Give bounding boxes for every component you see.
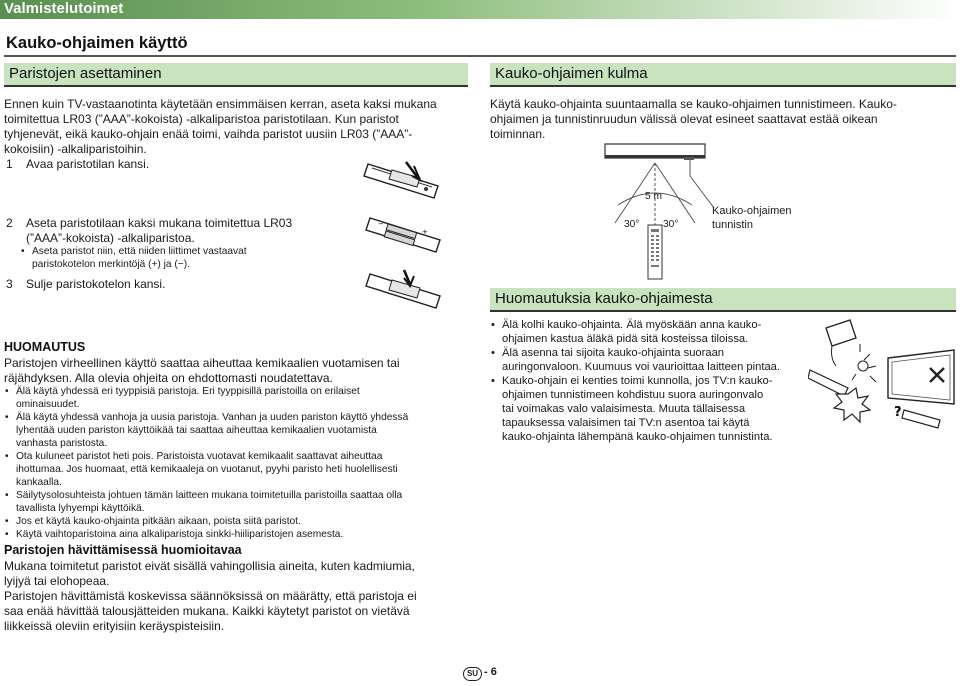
bullet-line: Älä käytä yhdessä vanhoja ja uusia paristoja. Vanhan ja uuden pariston käyttö yhdessä [16,412,409,423]
note-line: Älä kolhi kauko-ohjainta. Älä myöskään anna kauko- [502,319,762,331]
notice-bullet [4,515,472,528]
note-line: paristokotelon merkintöjä (+) ja (−). [32,259,190,270]
section-header-title: Valmistelutoimet [4,0,124,17]
bullet-line: tavallista lyhyempi käyttöikä. [16,503,145,514]
title-divider [4,55,956,57]
disposal-line: Mukana toimitetut paristot eivät sisällä vahingollisia aineita, kuten kadmiumia, [4,559,415,573]
bullet-line: Ota kuluneet paristot heti pois. Paristoista vuotavat kemikaalit saattavat aiheuttaa [16,451,383,462]
notice-intro [4,356,464,386]
remote-notes-heading [490,288,956,312]
step-number: 3 [6,277,13,291]
bullet-line: ihottumaa. Jos huomaat, että kemikaaleja on vuotanut, pyyhi paristo heti huolellisesti [16,464,398,475]
remote-angle-text [490,97,956,142]
note-line: Kauko-ohjain ei kenties toimi kunnolla, jos TV:n kauko- [502,375,773,387]
disposal-line: saa enää hävittää talousjätteiden mukana. Kaikki käytetyt paristot on vietävä [4,604,410,618]
note-line: tai voimakas valo valaisimesta. Muuta tällaisessa [502,403,746,415]
step-3 [6,277,266,292]
distance-label: 5 m [645,191,662,202]
notice-bullet [4,489,472,515]
sensor-label [712,204,792,232]
note-line: ohjaimen tunnistimeen kohdistuu suora auringonvalo [502,389,764,401]
page-number [484,666,497,678]
bullet-line: kankaalla. [16,477,62,488]
remote-note [490,318,790,346]
bullet-line: Älä käytä yhdessä eri tyyppisiä paristoja. Eri tyyppisillä paristoilla on erilaiset [16,386,360,397]
svg-text:+: + [422,228,428,236]
section-header-bar [0,0,960,19]
sensor-label-line: Kauko-ohjaimen [712,205,792,217]
step-text: (”AAA”-kokoista) -alkaliparistoa. [26,231,195,245]
svg-text:?: ? [894,405,902,420]
remote-insert-batteries-illustration [364,212,446,258]
intro-line: toimitettua LR03 (”AAA”-kokoista) -alkaliparistoa paristotilaan. Kun paristot [4,112,399,126]
notice-bullet [4,411,472,450]
remote-close-cover-illustration [364,268,446,314]
notice-line: Paristojen virheellinen käyttö saattaa aiheuttaa kemikaalien vuotamisen tai [4,356,400,370]
note-line: auringonvaloon. Kuumuus voi vaurioittaa laitteen pintaa. [502,361,781,373]
angle-right-label: 30° [663,219,679,230]
notice-bullet [4,385,472,411]
page-title: Kauko-ohjaimen käyttö [6,34,188,52]
note-line: ohjaimen kastua äläkä pidä sitä kosteissa tiloissa. [502,333,749,345]
page-number-value: 6 [490,666,497,678]
svg-text:−: − [378,220,384,228]
notice-list [4,385,472,541]
remote-open-cover-illustration [362,156,444,202]
remote-note [490,374,790,444]
step-2-note [20,245,340,271]
remote-notes-list [490,318,790,444]
remote-angle-heading-text: Kauko-ohjaimen kulma [495,65,648,82]
disposal-line: lyijyä tai elohopeaa. [4,574,110,588]
bullet-line: Käytä vaihtoparistoina aina alkaliparistoja sinkki-hiiliparistojen asemesta. [16,529,344,540]
disposal-heading: Paristojen hävittämisessä huomioitavaa [4,543,242,557]
disposal-line: Paristojen hävittämistä koskevissa säännöksissä on määrätty, että paristoja ei [4,589,417,603]
remote-note [490,346,790,374]
note-line: Älä asenna tai sijoita kauko-ohjainta suoraan [502,347,725,359]
angle-line: ohjaimen ja tunnistinruudun välissä olevat esineet saattavat estää oikean [490,112,878,126]
battery-intro [4,97,464,157]
step-text: Sulje paristokotelon kansi. [26,277,166,291]
note-line: Aseta paristot niin, että niiden liittimet vastaavat [32,246,247,257]
sensor-label-line: tunnistin [712,219,753,231]
angle-left-label: 30° [624,219,640,230]
angle-line: toiminnan. [490,127,546,141]
bullet-line: Jos et käytä kauko-ohjainta pitkään aikaan, poista siitä paristot. [16,516,301,527]
note-item [20,245,340,271]
bullet-line: vanhasta paristosta. [16,438,108,449]
notice-bullet [4,450,472,489]
angle-line: Käytä kauko-ohjainta suuntaamalla se kauko-ohjaimen tunnistimeen. Kauko- [490,97,897,111]
intro-line: tyhjenevät, eikä kauko-ohjain enää toimi, vaihda paristot uusiin LR03 (”AAA”- [4,127,413,141]
step-number: 2 [6,216,13,230]
notice-heading: HUOMAUTUS [4,340,86,354]
bullet-line: lyhentää uuden pariston käyttöikää tai saattaa aiheuttaa kemikaalien vuotamista [16,425,377,436]
step-text: Avaa paristotilan kansi. [26,157,150,171]
language-badge: SU [463,667,482,681]
disposal-text [4,559,472,634]
step-text: Aseta paristotilaan kaksi mukana toimitettua LR03 [26,216,293,230]
notice-bullet [4,528,472,541]
remote-notes-heading-text: Huomautuksia kauko-ohjaimesta [495,290,713,307]
step-number: 1 [6,157,13,171]
remote-angle-heading [490,63,956,87]
notice-line: räjähdyksen. Alla olevia ohjeita on ehdottomasti noudatettava. [4,371,333,385]
bullet-line: Säilytysolosuhteista johtuen tämän laitteen mukana toimitetuilla paristoilla saattaa olla [16,490,403,501]
battery-section-heading [4,63,468,87]
step-1 [6,157,266,172]
battery-section-heading-text: Paristojen asettaminen [9,65,162,82]
page-separator: - [484,666,488,678]
note-line: tapauksessa valaisimen tai TV:n asentoa tai käytä [502,417,750,429]
step-2 [6,216,336,246]
note-line: kauko-ohjainta lähempänä kauko-ohjaimen tunnistinta. [502,431,773,443]
disposal-line: liikkeissä oleviin erityisiin keräyspisteisiin. [4,619,225,633]
intro-line: Ennen kuin TV-vastaanotinta käytetään ensimmäisen kerran, aseta kaksi mukana [4,97,437,111]
bullet-line: ominaisuudet. [16,399,80,410]
remote-care-illustration [808,318,958,433]
intro-line: kokoisiin) -alkaliparistoihin. [4,142,147,156]
